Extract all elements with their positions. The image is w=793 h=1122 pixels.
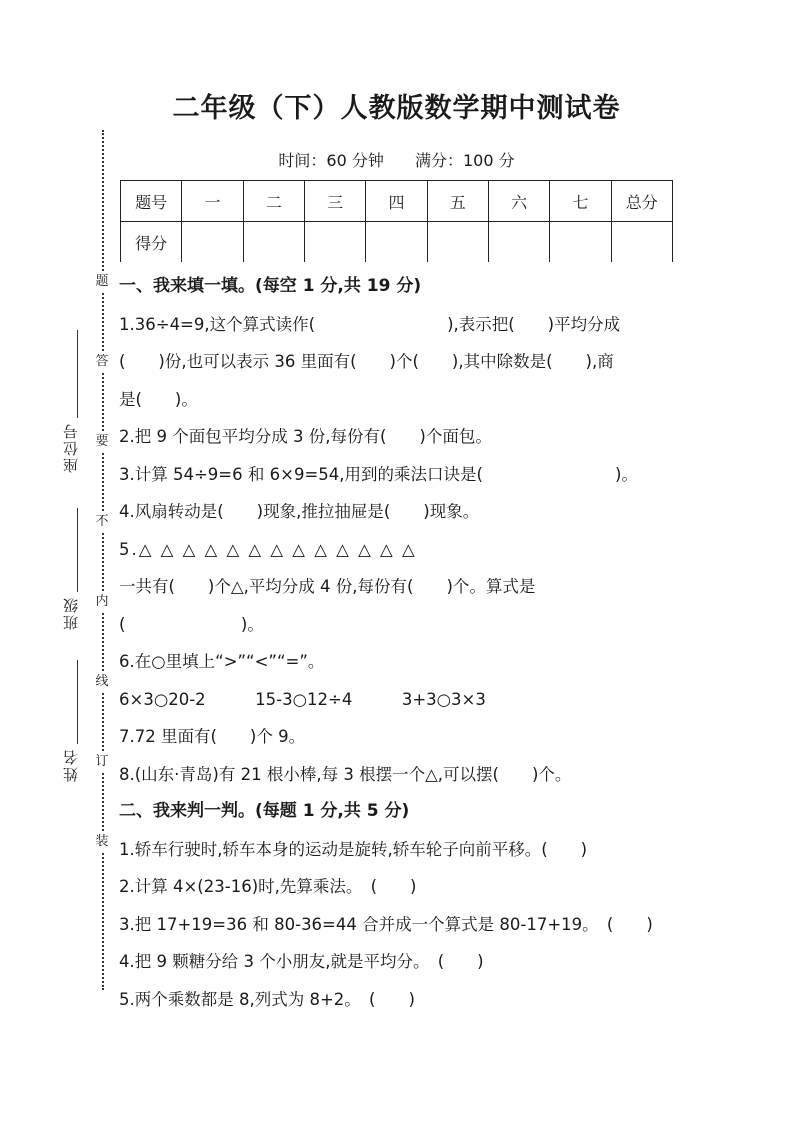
score-header-cell: 二 bbox=[243, 181, 304, 222]
score-header-cell: 七 bbox=[550, 181, 611, 222]
section-2-heading: 二、我来判一判。(每题 1 分,共 5 分) bbox=[119, 801, 410, 821]
comparison-row: 6×3○20-2 15-3○12÷4 3+3○3×3 bbox=[119, 689, 486, 709]
score-header-cell: 三 bbox=[304, 181, 365, 222]
judge-question-line: 2.计算 4×(23-16)时,先算乘法。 ( ) bbox=[119, 877, 417, 896]
score-entry-cell[interactable] bbox=[488, 222, 549, 263]
binding-notice-char: 内 bbox=[92, 592, 112, 612]
question-line: 6.在○里填上“>”“<”“=”。 bbox=[119, 652, 325, 671]
score-row-label: 得分 bbox=[121, 222, 182, 263]
judge-question-line: 1.轿车行驶时,轿车本身的运动是旋转,轿车轮子向前平移。( ) bbox=[119, 839, 588, 859]
binding-notice-char: 要 bbox=[92, 432, 112, 452]
question-line: 3.计算 54÷9=6 和 6×9=54,用到的乘法口诀是( )。 bbox=[119, 464, 638, 484]
seat-number-label: 座位号 bbox=[62, 422, 80, 473]
exam-time: 时间：60 分钟 bbox=[278, 151, 384, 170]
score-entry-cell[interactable] bbox=[304, 222, 365, 263]
binding-notice-char: 线 bbox=[92, 672, 112, 692]
name-label: 姓名 bbox=[62, 748, 80, 782]
score-header-cell: 四 bbox=[366, 181, 427, 222]
question-content bbox=[119, 268, 684, 1018]
binding-notice-char: 题 bbox=[92, 272, 112, 292]
exam-title: 二年级（下）人教版数学期中测试卷 bbox=[172, 93, 621, 124]
score-entry-cell[interactable] bbox=[611, 222, 672, 263]
name-field[interactable] bbox=[60, 748, 84, 782]
score-header-cell: 一 bbox=[182, 181, 243, 222]
question-line: 4.风扇转动是( )现象,推拉抽屉是( )现象。 bbox=[119, 502, 480, 521]
class-blank-line bbox=[77, 508, 78, 592]
score-table-header-row bbox=[121, 181, 673, 222]
class-field[interactable] bbox=[60, 596, 84, 630]
seat-number-field[interactable] bbox=[60, 422, 84, 473]
score-header-cell: 六 bbox=[488, 181, 549, 222]
score-table-score-row bbox=[121, 222, 673, 263]
question-line: 2.把 9 个面包平均分成 3 份,每份有( )个面包。 bbox=[119, 427, 492, 446]
score-header-cell: 题号 bbox=[121, 181, 182, 222]
question-line: 8.(山东·青岛)有 21 根小棒,每 3 根摆一个△,可以摆( )个。 bbox=[119, 764, 572, 784]
score-entry-cell[interactable] bbox=[366, 222, 427, 263]
question-line: ( )。 bbox=[119, 614, 264, 634]
binding-dotted-line bbox=[102, 130, 104, 990]
score-table bbox=[120, 180, 673, 262]
binding-notice-char: 答 bbox=[92, 352, 112, 372]
score-entry-cell[interactable] bbox=[427, 222, 488, 263]
binding-notice-char: 订 bbox=[92, 752, 112, 772]
score-header-cell: 五 bbox=[427, 181, 488, 222]
section-1-heading: 一、我来填一填。(每空 1 分,共 19 分) bbox=[119, 276, 422, 296]
judge-question-line: 4.把 9 颗糖分给 3 个小朋友,就是平均分。 ( ) bbox=[119, 952, 484, 971]
triangle-row: 5.△ △ △ △ △ △ △ △ △ △ △ △ △ bbox=[119, 539, 417, 559]
question-line: ( )份,也可以表示 36 里面有( )个( ),其中除数是( ),商 bbox=[119, 352, 614, 371]
question-line: 1.36÷4=9,这个算式读作( ),表示把( )平均分成 bbox=[119, 314, 621, 334]
question-line: 是( )。 bbox=[119, 389, 198, 409]
score-entry-cell[interactable] bbox=[550, 222, 611, 263]
binding-notice-char: 装 bbox=[92, 832, 112, 852]
seat-number-blank-line bbox=[77, 330, 78, 418]
judge-question-line: 5.两个乘数都是 8,列式为 8+2。 ( ) bbox=[119, 989, 415, 1009]
name-blank-line bbox=[77, 660, 78, 744]
question-line: 7.72 里面有( )个 9。 bbox=[119, 727, 306, 746]
judge-question-line: 3.把 17+19=36 和 80-36=44 合并成一个算式是 80-17+19。 ( ) bbox=[119, 914, 653, 934]
score-entry-cell[interactable] bbox=[182, 222, 243, 263]
score-header-cell: 总分 bbox=[611, 181, 672, 222]
exam-info bbox=[0, 148, 793, 171]
exam-full-score: 满分：100 分 bbox=[414, 151, 515, 170]
score-entry-cell[interactable] bbox=[243, 222, 304, 263]
question-line: 一共有( )个△,平均分成 4 份,每份有( )个。算式是 bbox=[119, 577, 536, 596]
binding-notice-char: 不 bbox=[92, 512, 112, 532]
class-label: 班级 bbox=[62, 596, 80, 630]
